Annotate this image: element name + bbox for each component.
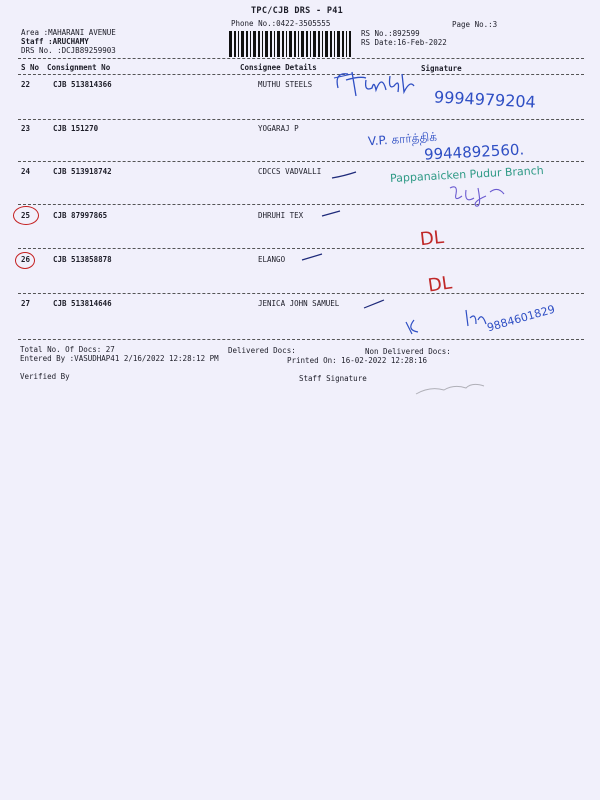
handwritten-name: V.P. கார்த்திக்: [367, 129, 438, 149]
signature-scribble: [330, 66, 440, 106]
row-sno: 26: [21, 255, 31, 264]
rs-date: RS Date:16-Feb-2022: [361, 38, 447, 47]
row-consignment-no: CJB 513858878: [53, 255, 112, 264]
row-sno: 22: [21, 80, 31, 89]
signature-scribble: [446, 180, 526, 210]
rs-number: RS No.:892599: [361, 29, 420, 38]
row-consignee: DHRUHI TEX: [258, 211, 304, 220]
drs-number: DRS No. :DCJB89259903: [21, 46, 116, 55]
delivered-docs: Delivered Docs:: [228, 346, 296, 355]
pen-tick: [300, 250, 330, 264]
row-consignment-no: CJB 513814646: [53, 299, 112, 308]
row-divider: [18, 248, 584, 249]
column-header-signature: Signature: [421, 64, 462, 73]
row-consignment-no: CJB 87997865: [53, 211, 108, 220]
row-consignee: MUTHU STEELS: [258, 80, 313, 89]
handwritten-phone: 9944892560.: [423, 140, 525, 164]
page-number: Page No.:3: [452, 20, 498, 29]
printed-on: Printed On: 16-02-2022 12:28:16: [287, 356, 427, 365]
row-consignment-no: CJB 151270: [53, 124, 99, 133]
phone-number: Phone No.:0422-3505555: [231, 19, 331, 28]
faint-scribble: [410, 376, 500, 400]
row-consignment-no: CJB 513918742: [53, 167, 112, 176]
row-divider: [18, 339, 584, 340]
pen-tick: [320, 208, 350, 222]
verified-by: Verified By: [20, 372, 70, 381]
handwritten-phone: 9884601829: [485, 302, 557, 335]
row-consignee: ELANGO: [258, 255, 286, 264]
pen-tick: [362, 296, 392, 312]
barcode-image: [229, 31, 351, 57]
row-consignee: YOGARAJ P: [258, 124, 299, 133]
column-header-consignee: Consignee Details: [240, 63, 317, 72]
row-consignee: CDCCS VADVALLI: [258, 167, 322, 176]
handwritten-mark: DL: [418, 226, 445, 251]
divider: [18, 74, 584, 75]
red-circle-mark: [15, 252, 35, 269]
red-circle-mark: [13, 206, 39, 225]
total-docs: Total No. Of Docs: 27: [20, 345, 115, 354]
area-label: Area :MAHARANI AVENUE: [21, 28, 116, 37]
staff-signature-label: Staff Signature: [299, 374, 367, 383]
non-delivered-docs: Non Delivered Docs:: [365, 347, 451, 356]
row-sno: 25: [21, 211, 31, 220]
row-divider: [18, 293, 584, 294]
handwritten-mark: DL: [426, 272, 454, 297]
row-divider: [18, 119, 584, 120]
handwritten-phone: 9994979204: [433, 87, 537, 112]
row-divider: [18, 161, 584, 162]
row-sno: 24: [21, 167, 31, 176]
row-sno: 27: [21, 299, 31, 308]
signature-scribble: [402, 318, 426, 338]
row-consignee: JENICA JOHN SAMUEL: [258, 299, 340, 308]
pen-tick: [330, 166, 370, 186]
entered-by: Entered By :VASUDHAP41 2/16/2022 12:28:12 PM: [20, 354, 219, 363]
row-consignment-no: CJB 513814366: [53, 80, 112, 89]
sheet-title: TPC/CJB DRS - P41: [251, 6, 344, 16]
column-header-consignment: Consignment No: [47, 63, 111, 72]
row-sno: 23: [21, 124, 31, 133]
staff-label: Staff :ARUCHAMY: [21, 37, 89, 46]
divider: [18, 58, 584, 59]
column-header-sno: S No: [21, 63, 40, 72]
branch-stamp: Pappanaicken Pudur Branch: [389, 163, 545, 186]
